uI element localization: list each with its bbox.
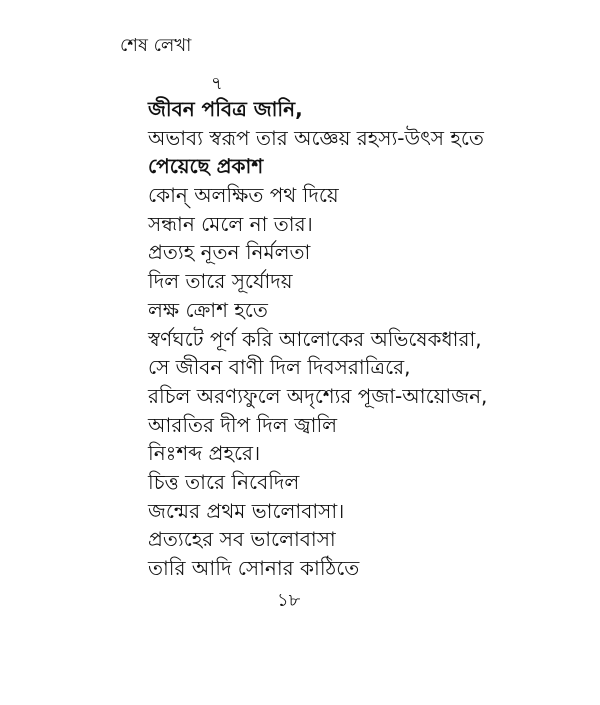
running-header: শেষ লেখা	[120, 35, 192, 56]
poem-line: আরতির দীপ দিল জ্বালি	[148, 412, 338, 437]
poem-line: পেয়েছে প্রকাশ	[148, 154, 264, 179]
poem-line: জন্মের প্রথম ভালোবাসা।	[148, 498, 345, 523]
poem-number: ৭	[211, 73, 223, 94]
poem-line: চিত্ত তারে নিবেদিল	[148, 469, 300, 494]
poem-line: নিঃশব্দ প্রহরে।	[148, 441, 261, 466]
poem-line: দিল তারে সূর্যোদয়	[148, 269, 293, 294]
poem-line: তারি আদি সোনার কাঠিতে	[148, 556, 360, 580]
poem-line: অভাব্য স্বরূপ তার অজ্ঞেয় রহস্য-উৎস হতে	[148, 125, 484, 150]
poem-line: জীবন পবিত্র জানি,	[148, 97, 303, 121]
poem-line: রচিল অরণ্যফুলে অদৃশ্যের পূজা-আয়োজন,	[148, 383, 488, 408]
poem-line: স্বর্ণঘটে পূর্ণ করি আলোকের অভিষেকধারা,	[148, 326, 482, 351]
poem-line: সন্ধান মেলে না তার।	[148, 211, 313, 236]
poem-line: প্রত্যহ নূতন নির্মলতা	[148, 240, 311, 265]
poem-line: কোন্‌ অলক্ষিত পথ দিয়ে	[148, 183, 339, 208]
poem-line: লক্ষ ক্রোশ হতে	[148, 297, 268, 322]
poem-body	[148, 95, 487, 583]
poem-line: সে জীবন বাণী দিল দিবসরাত্রিরে,	[148, 355, 411, 380]
page-number: ১৮	[277, 590, 301, 611]
poem-line: প্রত্যহের সব ভালোবাসা	[148, 527, 336, 552]
